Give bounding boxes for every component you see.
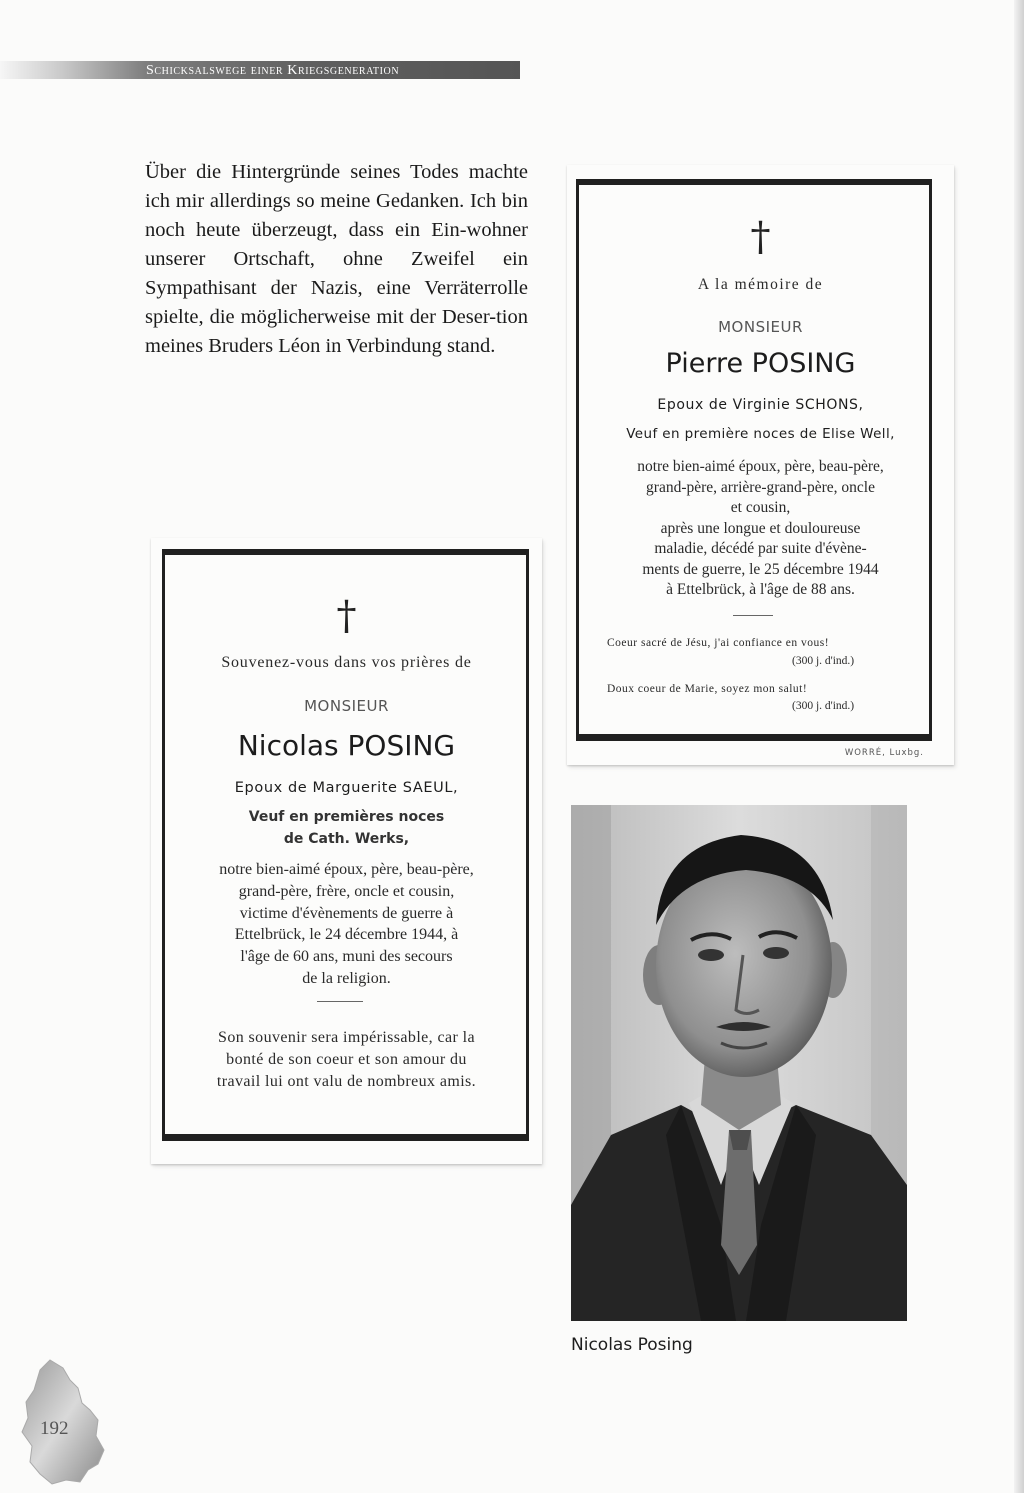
obituary-text: notre bien-aimé époux, père, beau-père, grand-père, frère, oncle et cousin, victime d'évènements de guerre à Ettelbrück, le 24 décembre 1944, à l'âge de 60 ans, muni des secours de la religion.: [219, 861, 474, 987]
photo-caption: Nicolas Posing: [571, 1335, 693, 1355]
card-title: MONSIEUR: [718, 318, 803, 336]
portrait-illustration: [571, 805, 907, 1321]
indulgence-note: (300 j. d'ind.): [792, 700, 855, 712]
memorial-card-pierre: [567, 165, 954, 765]
widower-line: Veuf en premières noces: [248, 809, 445, 825]
body-paragraph: Über die Hintergründe seines Todes machte ich mir allerdings so meine Gedanken. Ich bin noch heute überzeugt, dass ein Ein-wohner unserer Ortschaft, ohne Zweifel ein Sympathisant der Nazis, eine Verräterrolle spielte, die möglicherweise mit der Deser-tion meines Bruders Léon in Verbindung stand.: [145, 161, 528, 357]
card-intro: Souvenez-vous dans vos prières de: [221, 654, 472, 671]
widower-line: de Cath. Werks,: [283, 831, 410, 847]
page-edge-shadow: [1014, 0, 1024, 1493]
deceased-name: Nicolas POSING: [237, 729, 456, 762]
portrait-photo: [571, 805, 907, 1321]
card-title: MONSIEUR: [304, 697, 389, 715]
spouse-line: Epoux de Virginie SCHONS,: [657, 397, 864, 413]
memory-text: Son souvenir sera impérissable, car la bonté de son coeur et son amour du travail lui ont valu de nombreux amis.: [216, 1029, 477, 1090]
spouse-line: Epoux de Marguerite SAEUL,: [234, 780, 459, 796]
card-intro: A la mémoire de: [697, 276, 824, 293]
indulgence-note: (300 j. d'ind.): [792, 655, 855, 667]
cross-icon: †: [336, 593, 357, 639]
cross-icon: †: [750, 214, 771, 260]
widower-line: Veuf en première noces de Elise Well,: [626, 426, 895, 442]
divider: [317, 1001, 363, 1002]
page-number: 192: [40, 1418, 69, 1439]
printer-imprint: WORRÉ, Luxbg.: [844, 748, 924, 758]
deceased-name: Pierre POSING: [665, 348, 856, 379]
memorial-card-nicolas: [151, 538, 542, 1164]
prayer-line: Doux coeur de Marie, soyez mon salut!: [607, 683, 808, 695]
obituary-text: notre bien-aimé époux, père, beau-père, grand-père, arrière-grand-père, oncle et cousin, après une longue et douloureuse maladie, décédé par suite d'évène- ments de guerre, le 25 décembre 1944 à Ettelbrück, à l'âge de 88 ans.: [637, 458, 884, 598]
running-header: Schicksalswege einer Kriegsgeneration: [146, 63, 400, 78]
divider: [733, 615, 773, 616]
prayer-line: Coeur sacré de Jésu, j'ai confiance en vous!: [607, 637, 830, 649]
